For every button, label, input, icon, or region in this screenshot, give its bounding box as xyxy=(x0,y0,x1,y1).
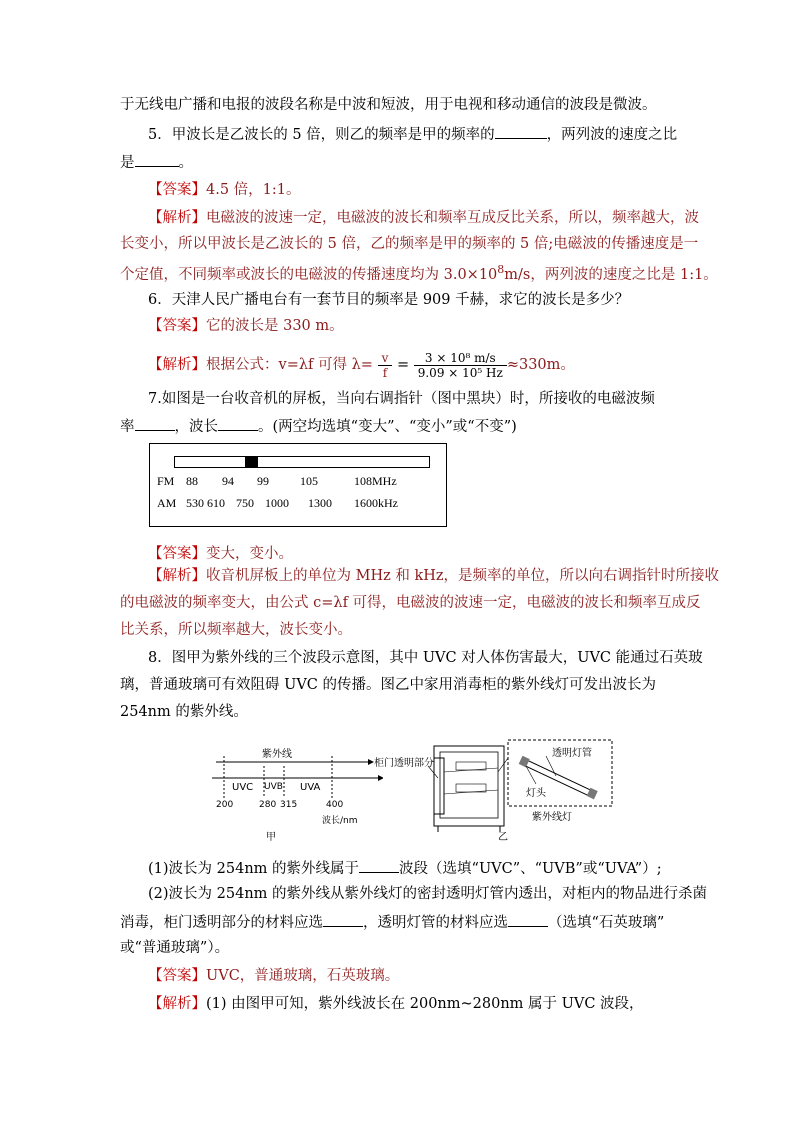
fm-tick: 88 xyxy=(186,474,198,488)
explanation-tag: 【解析】 xyxy=(148,210,206,226)
figure-yi xyxy=(374,738,616,843)
q6-explanation xyxy=(148,348,575,382)
explanation-text: 比关系，所以频率越大，波长变小。 xyxy=(120,622,352,638)
exponent: 8 xyxy=(497,263,505,276)
question-8-2-cont: 或“普通玻璃”）。 xyxy=(120,940,230,956)
fm-tick: 108MHz xyxy=(354,474,397,488)
tick-label: 400 xyxy=(326,800,344,810)
q7-answer xyxy=(148,544,293,564)
q8-text: 波段（选填“UVC”、“UVB”或“UVA”）; xyxy=(399,861,662,877)
figure-caption: 乙 xyxy=(498,832,508,843)
explanation-tag: 【解析】 xyxy=(148,568,206,584)
figure-jia xyxy=(208,740,383,843)
answer-text: UVC，普通玻璃，石英玻璃。 xyxy=(206,968,400,984)
equals: = xyxy=(396,357,410,373)
lamp-label: 紫外线灯 xyxy=(532,812,572,823)
figure-caption: 甲 xyxy=(266,832,276,843)
explanation-text: (1) 由图甲可知，紫外线波长在 200nm~280nm 属于 UVC 波段， xyxy=(206,996,644,1012)
q8-text: ，透明灯管的材料应选 xyxy=(363,915,508,931)
tube-label: 透明灯管 xyxy=(552,748,592,759)
fraction-v-over-f xyxy=(378,351,393,380)
fm-tick: 99 xyxy=(257,474,269,488)
explanation-text xyxy=(120,260,718,285)
answer-blank[interactable] xyxy=(359,858,399,873)
band-label: UVA xyxy=(300,782,321,793)
q7-text: 。(两空均选填“变大”、“变小”或“不变”) xyxy=(258,419,517,435)
question-6: 6．天津人民广播电台有一套节目的频率是 909 千赫，求它的波长是多少？ xyxy=(148,292,630,308)
uv-label: 紫外线 xyxy=(262,749,292,760)
text-line: 于无线电广播和电报的波段名称是中波和短波，用于电视和移动通信的波段是微波。 xyxy=(120,97,657,113)
q5-answer xyxy=(148,180,301,200)
tuning-scale xyxy=(174,456,430,468)
fm-label: FM xyxy=(157,474,175,488)
fraction-values xyxy=(414,351,507,380)
frac-num: v xyxy=(378,351,393,366)
answer-blank[interactable] xyxy=(135,416,175,431)
head-label: 灯头 xyxy=(526,788,546,799)
q6-answer xyxy=(148,316,344,336)
tick-label: 280 xyxy=(259,800,277,810)
answer-text: 它的波长是 330 m。 xyxy=(206,318,344,334)
answer-tag: 【答案】 xyxy=(148,546,206,562)
frac-den: f xyxy=(382,365,388,380)
formula-result: ≈330m。 xyxy=(506,357,575,373)
q7-text: 率 xyxy=(120,419,135,435)
am-tick: 750 xyxy=(236,496,254,510)
fm-tick: 94 xyxy=(222,474,234,488)
exp-part: m/s，两列波的速度之比是 1:1。 xyxy=(504,266,718,283)
band-label: UVB xyxy=(264,782,283,792)
question-7-cont xyxy=(120,416,517,437)
answer-blank[interactable] xyxy=(495,124,547,139)
am-tick: 1600kHz xyxy=(354,496,398,510)
tuning-pointer[interactable] xyxy=(245,456,258,468)
question-5 xyxy=(148,124,677,145)
answer-blank[interactable] xyxy=(218,416,258,431)
question-8-2-cont xyxy=(120,912,664,933)
radio-panel xyxy=(149,443,447,527)
am-label: AM xyxy=(157,496,177,510)
q5-text-4: 。 xyxy=(178,155,193,171)
axis-label: 波长/nm xyxy=(322,816,358,826)
question-8: 8．图甲为紫外线的三个波段示意图，其中 UVC 对人体伤害最大，UVC 能通过石英玻 xyxy=(148,650,703,666)
explanation-text: 长变小，所以甲波长是乙波长的 5 倍，乙的频率是甲的频率的 5 倍;电磁波的传播速度是一 xyxy=(120,236,699,252)
q7-explanation xyxy=(148,566,719,586)
q7-text: ，波长 xyxy=(174,419,218,435)
tick-label: 315 xyxy=(280,800,298,810)
answer-blank[interactable] xyxy=(135,152,179,167)
explanation-text: 电磁波的波速一定，电磁波的波长和频率互成反比关系，所以，频率越大，波 xyxy=(206,210,699,226)
answer-text: 4.5 倍，1:1。 xyxy=(206,182,301,198)
question-5-cont xyxy=(120,152,193,173)
answer-text: 变大，变小。 xyxy=(206,546,293,562)
fm-tick: 105 xyxy=(300,474,318,488)
tick-label: 200 xyxy=(216,800,234,810)
frac-den: 9.09 × 10⁵ Hz xyxy=(417,365,503,380)
am-tick: 530 610 xyxy=(186,496,225,510)
band-label: UVC xyxy=(232,782,254,793)
explanation-tag: 【解析】 xyxy=(148,996,206,1012)
question-8-cont: 璃，普通玻璃可有效阻碍 UVC 的传播。图乙中家用消毒柜的紫外线灯可发出波长为 xyxy=(120,677,657,693)
door-label: 柜门透明部分 xyxy=(374,758,434,769)
q5-text-2: ，两列波的速度之比 xyxy=(546,127,678,143)
q8-text: （选填“石英玻璃” xyxy=(548,915,665,931)
question-8-2: (2)波长为 254nm 的紫外线从紫外线灯的密封透明灯管内透出，对柜内的物品进行杀菌 xyxy=(148,886,708,902)
explanation-text: 的电磁波的频率变大，由公式 c=λf 可得，电磁波的波速一定，电磁波的波长和频率互成反 xyxy=(120,595,701,611)
am-tick: 1300 xyxy=(308,496,332,510)
answer-blank[interactable] xyxy=(508,912,548,927)
q5-text-3: 是 xyxy=(120,155,135,171)
q8-text: 消毒，柜门透明部分的材料应选 xyxy=(120,915,323,931)
q8-answer xyxy=(148,966,399,986)
am-tick: 1000 xyxy=(265,496,289,510)
q5-text: 5．甲波长是乙波长的 5 倍，则乙的频率是甲的频率的 xyxy=(148,127,495,143)
frac-num: 3 × 10⁸ m/s xyxy=(414,351,507,366)
question-8-1 xyxy=(148,858,662,879)
q8-explanation xyxy=(148,994,644,1014)
answer-tag: 【答案】 xyxy=(148,968,206,984)
question-8-cont: 254nm 的紫外线。 xyxy=(120,704,248,720)
q8-text: (1)波长为 254nm 的紫外线属于 xyxy=(148,861,360,877)
q5-explanation xyxy=(148,208,699,228)
question-7: 7.如图是一台收音机的屏板，当向右调指针（图中黑块）时，所接收的电磁波频 xyxy=(148,391,655,407)
formula-text: 根据公式：v=λf 可得 λ= xyxy=(206,357,373,373)
explanation-tag: 【解析】 xyxy=(148,357,206,373)
exp-part: 个定值，不同频率或波长的电磁波的传播速度均为 3.0×10 xyxy=(120,266,498,283)
explanation-text: 收音机屏板上的单位为 MHz 和 kHz，是频率的单位，所以向右调指针时所接收 xyxy=(206,568,720,584)
answer-blank[interactable] xyxy=(323,912,363,927)
answer-tag: 【答案】 xyxy=(148,182,206,198)
answer-tag: 【答案】 xyxy=(148,318,206,334)
